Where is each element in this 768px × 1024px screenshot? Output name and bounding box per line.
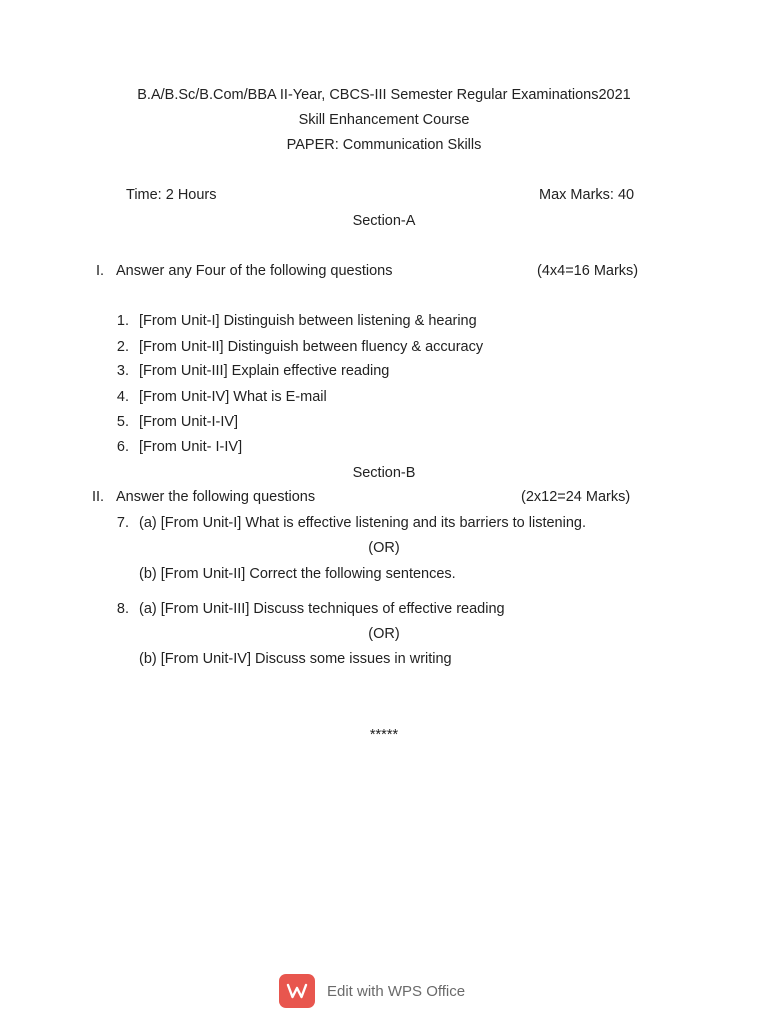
question-text: [From Unit-II] Distinguish between fluency & accuracy (139, 339, 484, 355)
max-marks: Max Marks: 40 (539, 187, 635, 203)
section-a-instruction (116, 263, 392, 279)
wps-edit-banner[interactable] (279, 974, 465, 1008)
exam-duration: Time: 2 Hours (126, 187, 217, 203)
question-number: 8. (116, 601, 129, 617)
end-mark: ***** (369, 727, 399, 743)
instruction-post: of the following questions (225, 263, 393, 279)
exam-title: B.A/B.Sc/B.Com/BBA II-Year, CBCS-III Semester Regular Examinations2021 (137, 87, 631, 103)
question-number: 7. (116, 515, 129, 531)
wps-office-logo-icon (279, 974, 315, 1008)
question-text: [From Unit-III] Explain effective reading (139, 363, 390, 379)
section-a-roman: I. (96, 263, 105, 279)
question-number: 4. (116, 389, 129, 405)
question-8a: (a) [From Unit-III] Discuss techniques of effective reading (139, 601, 505, 617)
question-8b: (b) [From Unit-IV] Discuss some issues in writing (139, 651, 452, 667)
question-text: [From Unit- I-IV] (139, 439, 243, 455)
or-separator: (OR) (368, 626, 400, 642)
question-7b: (b) [From Unit-II] Correct the following sentences. (139, 566, 456, 582)
section-a-marks: (4x4=16 Marks) (537, 263, 639, 279)
instruction-bold: Four (195, 263, 226, 279)
question-number: 6. (116, 439, 129, 455)
section-b-marks: (2x12=24 Marks) (521, 489, 631, 505)
question-number: 1. (116, 313, 129, 329)
section-b-title: Section-B (352, 465, 416, 481)
question-text: [From Unit-IV] What is E-mail (139, 389, 327, 405)
question-text: [From Unit-I-IV] (139, 414, 239, 430)
question-number: 2. (116, 339, 129, 355)
question-7a: (a) [From Unit-I] What is effective listening and its barriers to listening. (139, 515, 586, 531)
wps-edit-label[interactable]: Edit with WPS Office (327, 982, 466, 1000)
question-number: 3. (116, 363, 129, 379)
instruction-pre: Answer any (116, 263, 196, 279)
section-a-title: Section-A (352, 213, 416, 229)
paper-name: PAPER: Communication Skills (286, 137, 482, 153)
course-name: Skill Enhancement Course (298, 112, 470, 128)
section-b-roman: II. (92, 489, 105, 505)
section-b-instruction: Answer the following questions (116, 489, 316, 505)
question-number: 5. (116, 414, 129, 430)
or-separator: (OR) (368, 540, 400, 556)
question-text: [From Unit-I] Distinguish between listening & hearing (139, 313, 477, 329)
